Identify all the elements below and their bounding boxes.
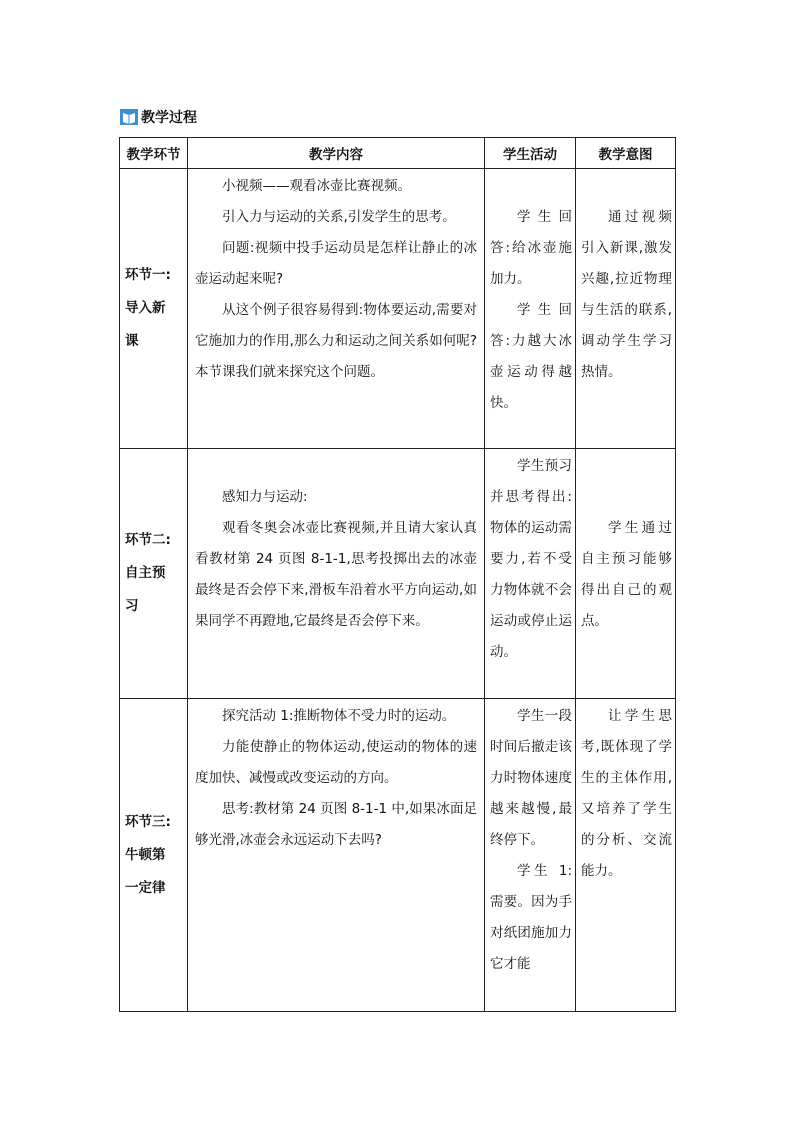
header-stage: 教学环节 (120, 138, 188, 169)
intent-cell (576, 169, 676, 449)
stage-line: 一定律 (125, 879, 166, 896)
activity-paragraph: 学生一段时间后撤走该力时物体速度越来越慢,最终停下。 (490, 708, 572, 848)
stage-line: 牛顿第 (125, 846, 166, 863)
intent-cell (576, 449, 676, 699)
stage-line: 环节一: (125, 267, 171, 283)
content-paragraph: 引入力与运动的关系,引发学生的思考。 (222, 209, 456, 225)
lesson-table (119, 137, 676, 1012)
content-paragraph: 探究活动 1:推断物体不受力时的运动。 (222, 708, 456, 724)
section-title (120, 106, 197, 128)
header-activity: 学生活动 (485, 138, 576, 169)
stage-line: 环节三: (125, 813, 171, 830)
intent-paragraph: 让学生思考,既体现了学生的主体作用,又培养了学生的分析、交流能力。 (581, 708, 672, 879)
stage-cell (120, 699, 188, 1012)
content-paragraph: 小视频——观看冰壶比赛视频。 (222, 178, 411, 194)
header-intent: 教学意图 (576, 138, 676, 169)
table-row (120, 449, 676, 699)
stage-cell (120, 169, 188, 449)
intent-paragraph: 学生通过自主预习能够得出自己的观点。 (581, 520, 672, 629)
content-paragraph: 问题:视频中投手运动员是怎样让静止的冰壶运动起来呢? (195, 240, 477, 287)
activity-paragraph: 学生回答:给冰壶施加力。 (490, 209, 572, 287)
table-row (120, 169, 676, 449)
content-paragraph: 从这个例子很容易得到:物体要运动,需要对它施加力的作用,那么力和运动之间关系如何呢?本节课我们就来探究这个问题。 (195, 302, 477, 380)
content-cell (188, 699, 485, 1012)
book-icon (120, 109, 138, 125)
stage-line: 自主预 (125, 565, 166, 581)
stage-line: 课 (125, 333, 139, 349)
header-content: 教学内容 (188, 138, 485, 169)
intent-paragraph: 通过视频引入新课,激发兴趣,拉近物理与生活的联系,调动学生学习热情。 (581, 209, 672, 380)
intent-cell (576, 699, 676, 1012)
stage-cell (120, 449, 188, 699)
content-paragraph: 力能使静止的物体运动,使运动的物体的速度加快、减慢或改变运动的方向。 (195, 739, 477, 786)
stage-line: 导入新 (125, 300, 166, 316)
content-paragraph: 感知力与运动: (222, 489, 308, 505)
content-paragraph: 观看冬奥会冰壶比赛视频,并且请大家认真看教材第 24 页图 8-1-1,思考投掷出去的冰壶最终是否会停下来,滑板车沿着水平方向运动,如果同学不再蹬地,它最终是否会停下来。 (195, 520, 477, 629)
activity-paragraph: 学生 1:需要。因为手对纸团施加力它才能 (490, 863, 572, 972)
stage-line: 环节二: (125, 532, 171, 548)
activity-cell (485, 449, 576, 699)
activity-paragraph: 学生回答:力越大冰壶运动得越快。 (490, 302, 572, 411)
stage-line: 习 (125, 598, 139, 614)
content-paragraph: 思考:教材第 24 页图 8-1-1 中,如果冰面足够光滑,冰壶会永远运动下去吗? (195, 801, 477, 848)
table-header-row (120, 138, 676, 169)
activity-cell (485, 169, 576, 449)
content-cell (188, 169, 485, 449)
section-title-text: 教学过程 (141, 110, 197, 126)
activity-cell (485, 699, 576, 1012)
content-cell (188, 449, 485, 699)
table-row (120, 699, 676, 1012)
activity-paragraph: 学生预习并思考得出:物体的运动需要力,若不受力物体就不会运动或停止运动。 (490, 458, 572, 660)
